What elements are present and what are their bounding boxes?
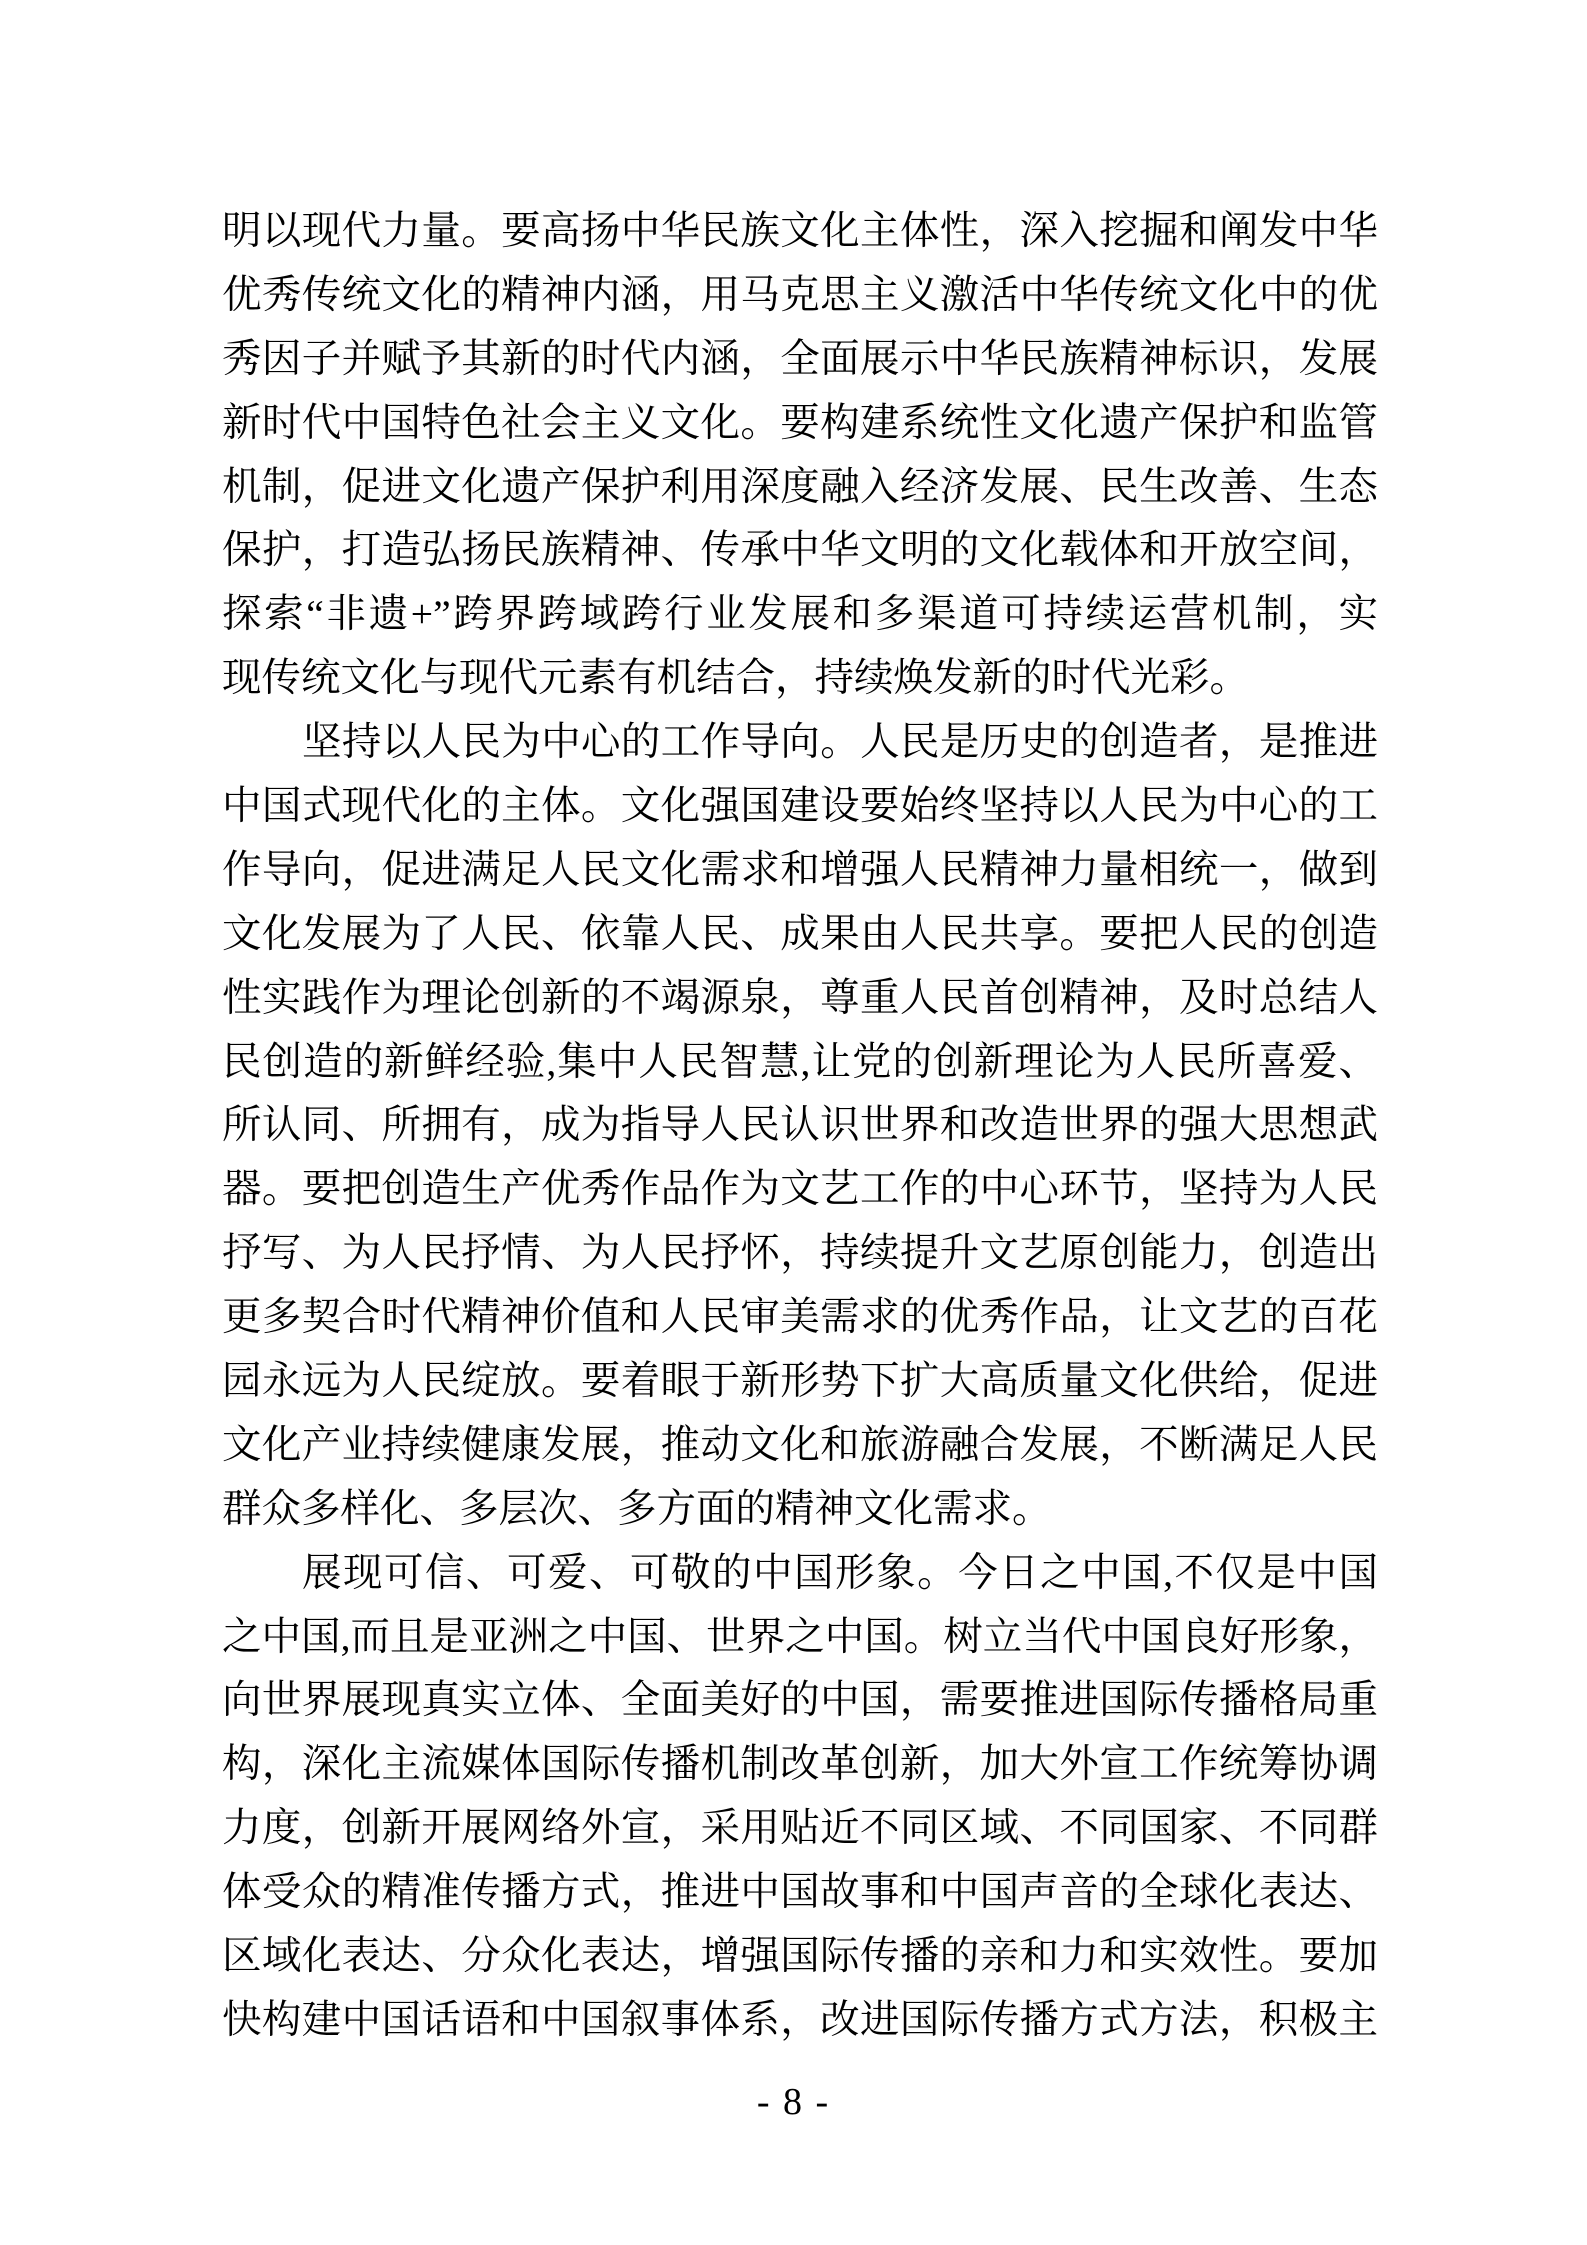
text-line: 向世界展现真实立体、全面美好的中国，需要推进国际传播格局重	[222, 1678, 1378, 1723]
text-line: 所认同、所拥有，成为指导人民认识世界和改造世界的强大思想武	[222, 1103, 1378, 1148]
text-line: 区域化表达、分众化表达，增强国际传播的亲和力和实效性。要加	[222, 1934, 1378, 1979]
text-line: 优秀传统文化的精神内涵，用马克思主义激活中华传统文化中的优	[222, 272, 1378, 317]
text-line: 园永远为人民绽放。要着眼于新形势下扩大高质量文化供给，促进	[222, 1359, 1378, 1404]
text-line: 作导向，促进满足人民文化需求和增强人民精神力量相统一，做到	[222, 847, 1378, 892]
text-line: 现传统文化与现代元素有机结合，持续焕发新的时代光彩。	[222, 656, 1249, 701]
text-line: 民创造的新鲜经验,集中人民智慧,让党的创新理论为人民所喜爱、	[222, 1039, 1378, 1084]
text-line: 秀因子并赋予其新的时代内涵，全面展示中华民族精神标识，发展	[222, 336, 1378, 381]
text-line: 更多契合时代精神价值和人民审美需求的优秀作品，让文艺的百花	[222, 1295, 1378, 1340]
text-line: 新时代中国特色社会主义文化。要构建系统性文化遗产保护和监管	[222, 400, 1378, 445]
text-line: 探索“非遗+”跨界跨域跨行业发展和多渠道可持续运营机制，实	[222, 592, 1378, 637]
text-line: 中国式现代化的主体。文化强国建设要始终坚持以人民为中心的工	[222, 784, 1378, 829]
text-line: 器。要把创造生产优秀作品作为文艺工作的中心环节，坚持为人民	[222, 1167, 1378, 1212]
text-line: 抒写、为人民抒情、为人民抒怀，持续提升文艺原创能力，创造出	[222, 1231, 1378, 1276]
text-line: 明以现代力量。要高扬中华民族文化主体性，深入挖掘和阐发中华	[222, 209, 1378, 253]
text-line: 体受众的精准传播方式，推进中国故事和中国声音的全球化表达、	[222, 1870, 1378, 1915]
text-line: 机制，促进文化遗产保护利用深度融入经济发展、民生改善、生态	[222, 464, 1378, 509]
text-line: 构，深化主流媒体国际传播机制改革创新，加大外宣工作统筹协调	[222, 1742, 1378, 1787]
body-text	[222, 200, 1378, 2053]
text-line: 展现可信、可爱、可敬的中国形象。今日之中国,不仅是中国	[302, 1550, 1378, 1595]
text-line: 之中国,而且是亚洲之中国、世界之中国。树立当代中国良好形象，	[222, 1614, 1378, 1659]
text-line: 文化产业持续健康发展，推动文化和旅游融合发展，不断满足人民	[222, 1422, 1378, 1467]
text-line: 保护，打造弘扬民族精神、传承中华文明的文化载体和开放空间，	[222, 528, 1378, 573]
text-line: 群众多样化、多层次、多方面的精神文化需求。	[222, 1486, 1052, 1531]
text-line: 文化发展为了人民、依靠人民、成果由人民共享。要把人民的创造	[222, 911, 1378, 956]
text-line: 性实践作为理论创新的不竭源泉，尊重人民首创精神，及时总结人	[222, 975, 1378, 1020]
page-number: - 8 -	[756, 2081, 831, 2123]
text-line: 坚持以人民为中心的工作导向。人民是历史的创造者，是推进	[302, 720, 1378, 765]
text-line: 力度，创新开展网络外宣，采用贴近不同区域、不同国家、不同群	[222, 1806, 1378, 1851]
text-line: 快构建中国话语和中国叙事体系，改进国际传播方式方法，积极主	[222, 1997, 1378, 2042]
